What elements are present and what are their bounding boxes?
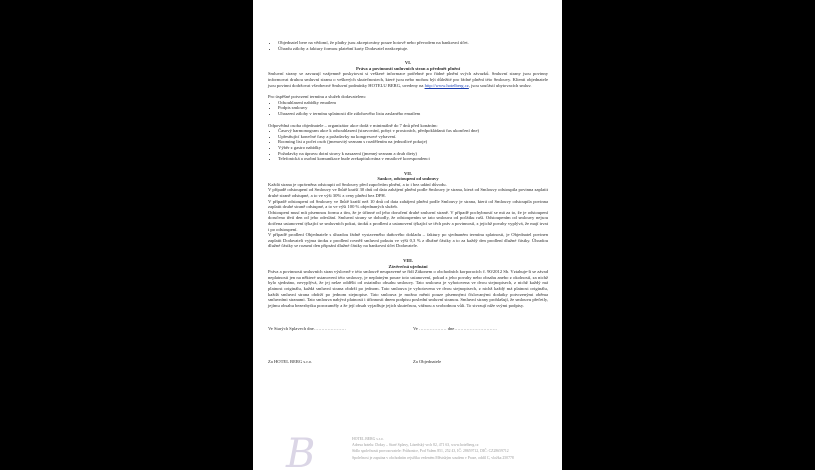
- section-8-number: VIII.: [403, 258, 413, 263]
- section-6-title: Práva a povinnosti smluvních stran a předmět plnění: [355, 65, 460, 71]
- section-6-number: VI.: [404, 60, 412, 66]
- section-7-number: VII.: [403, 170, 413, 176]
- footer-company-info: [352, 436, 562, 461]
- supplier-confirmation-list: [268, 100, 548, 117]
- document-content: [268, 40, 548, 365]
- section-7-paragraph: V případě odstoupení od Smlouvy ve lhůtě kratší 30 dnů od data zahájení plnění podle Smlouvy je strana, která od Smlouvy odstoupila povinna zaplatit druhé straně odstupné, a to ve výši 30% z ceny plnění bez DPH.: [268, 187, 548, 199]
- list-item: • Upřesňující konečné časy a požadavky na kongresové vybavení.: [278, 134, 548, 140]
- hotel-logo: B: [286, 431, 316, 470]
- list-item: • Rooming list a počet osob (jmenovitý seznam s rozdělením na jednotlivé pokoje): [278, 139, 548, 145]
- section-8-title: Závěrečná ujednání: [388, 263, 428, 269]
- list-item: • Uhrazení zálohy v termínu splatnosti dle zálohového listu zaslaného emailem: [278, 111, 548, 117]
- list-item: • Telefonická a osobní komunikace bude zrekapitulována v emailové korespondenci: [278, 156, 548, 162]
- section-6-intro: Smluvní strany se zavazují vzájemně poskytovat si veškeré informace potřebné pro řádné plnění svých závazků. Smluvní strany jsou povinny informovat druhou smluvní stranu o veškerých skutečnostech, které jsou nebo mohou být důležité pro řádné plnění této Smlouvy. Klienti objednatele jsou povinni dodržovat všeobecné Smluvní podmínky HOTELU BERG, uvedeny na http://www.hotelberg.cz, jsou součástí ubytovacích smluv.: [268, 71, 548, 88]
- section-8-paragraph: Práva a povinnosti smluvních stran výslovně v této smlouvě neupravené se řídí Zákonem o obchodních korporacích č. 90/2012 Sb. Vztahuje-li se závad neplatnosti jen na některé ustanovení této smlouvy, je neplatným pouze toto ustanovení, pokud z jeho povahy nebo obsahu anebo z okolností, za nichž bylo sjednáno, nevyplývá, že jej nelze oddělit od ostatního obsahu smlouvy. Tato smlouva je vyhotovena ve dvou stejnopisech, z nichž každý má platnost originálu, každá smluvní strana obdrží po jednom. Tato smlouva je vyhotovena ve dvou stejnopisech, z nichž každý má platnost originálu, každá smluvní strana obdrží po jednom stejnopise. Tato smlouva je možno měnit pouze písemnými číslovanými dodatky potvrzenými oběma smluvními stranami. Tato smlouva nabývá platnosti i účinnosti dnem podpisu poslední smluvní stranou. Smluvní strany prohlašují, že smlouvu přečetly, jejímu obsahu bezezbytku porozuměly a že její obsah vyjadřuje jejich skutečnou, vážnou a svobodnou vůli. To stvrzují níže svými podpisy.: [268, 269, 548, 308]
- section-7-paragraph: V případě odstoupení od Smlouvy ve lhůtě kratší než 10 dnů od data zahájení plnění podle Smlouvy je strana, která od Smlouvy odstoupila povinna zaplatit druhé straně odstupné, a to ve výši 100 % objednaných služeb.: [268, 198, 548, 210]
- section-7-paragraph: V případě prodlení Objednatele s úhradou řádně vystaveného daňového dokladu – faktury po sjednaném termínu splatnosti, je Objednatel povinen zaplatit Dodavateli vyjma úroku z prodlení rovněž smluvní pokutu ve výši 0,3 % z dlužné částky a to za každý den prodlení dlužné částky. Úhradou dlužné částky se rozumí den připsání dlužné částky na bankovní účet Dodavatele.: [268, 232, 548, 249]
- hotel-website-link[interactable]: http://www.hotelberg.cz: [424, 82, 469, 88]
- section-7-title: Sankce, odstoupení od smlouvy: [377, 176, 439, 182]
- list-item: • Úhradu zálohy a faktury formou platební karty Dodavatel neakceptuje.: [278, 46, 548, 52]
- signature-party-right: Za Objednatele: [413, 358, 442, 364]
- section-7-paragraph: Odstoupení musí mít písemnou formu a tím, že je účinné od jeho doručení druhé smluvní straně. V případě pochybností se má za to, že je odstoupení doručeno třetí den od jeho odeslání. Smluvní strany se dohodly, že odstoupením se tato smlouva od počátku ruší. Odstoupením od smlouvy nejsou dotčena ustanovení týkající se smluvních pokut, úroků z prodlení a ustanovení týkající se těch práv a povinností, z jejichž povahy vyplývá, že mají trvat i po odstoupení.: [268, 209, 548, 232]
- list-item: • Časový harmonogram akce k odsouhlasení (stravování, pobyt v prostorách, předpokládaná čas ukončení dne): [278, 128, 548, 134]
- footer-line: Adresa hotelu: Doksy – Staré Splavy, Lázeňský vrch 82, 471 63, www.hotelberg.cz: [352, 443, 479, 448]
- signature-place-right: Ve ……………… dne……………………….: [413, 326, 497, 332]
- footer-line: HOTEL BERG s.r.o.: [352, 437, 384, 441]
- client-obligations-label: Odpovědná osoba objednatele – organizátor akce dodá v minimálně do 7 dnů před konáním:: [268, 122, 438, 128]
- list-item: • Podpis smlouvy: [278, 105, 548, 111]
- list-item: • Výběr z gastro nabídky: [278, 145, 548, 151]
- list-item: • Odsouhlasení nabídky emailem: [278, 100, 548, 106]
- list-item: • Požadavky na úpravu dotní stravy k nasazení (jmenný seznam a druh diety): [278, 151, 548, 157]
- signature-place-left: Ve Starých Splavech dne…………………: [268, 326, 346, 332]
- payment-notes-list: [268, 40, 548, 51]
- list-item: • Objednatel bere na vědomí, že platby jsou akceptovány pouze hotově nebo převodem na bankovní účet.: [278, 40, 548, 46]
- footer-line: Sídlo společnosti provozovatele: Průhonice, Pod Valem 851, 252 43, IČ: 28659712, DIČ: CZ28659712: [352, 449, 509, 454]
- signature-party-left: Za HOTEL BERG s.r.o.: [268, 358, 313, 364]
- section-7-paragraph: Každá strana je oprávněna odstoupit od Smlouvy před započetím plnění, a to i bez udání důvodu.: [268, 181, 447, 187]
- footer-line: Společnost je zapsána v obchodním rejstříku vedeném Městským soudem v Praze, oddíl C, vložka 250778: [352, 455, 514, 460]
- document-footer: [268, 431, 553, 470]
- client-obligations-list: [268, 128, 548, 162]
- document-page: [253, 0, 562, 470]
- signature-parties-row: [268, 359, 548, 365]
- supplier-confirmation-label: Pro úspěšné potvrzení termínu a služeb dodavatelem:: [268, 94, 366, 100]
